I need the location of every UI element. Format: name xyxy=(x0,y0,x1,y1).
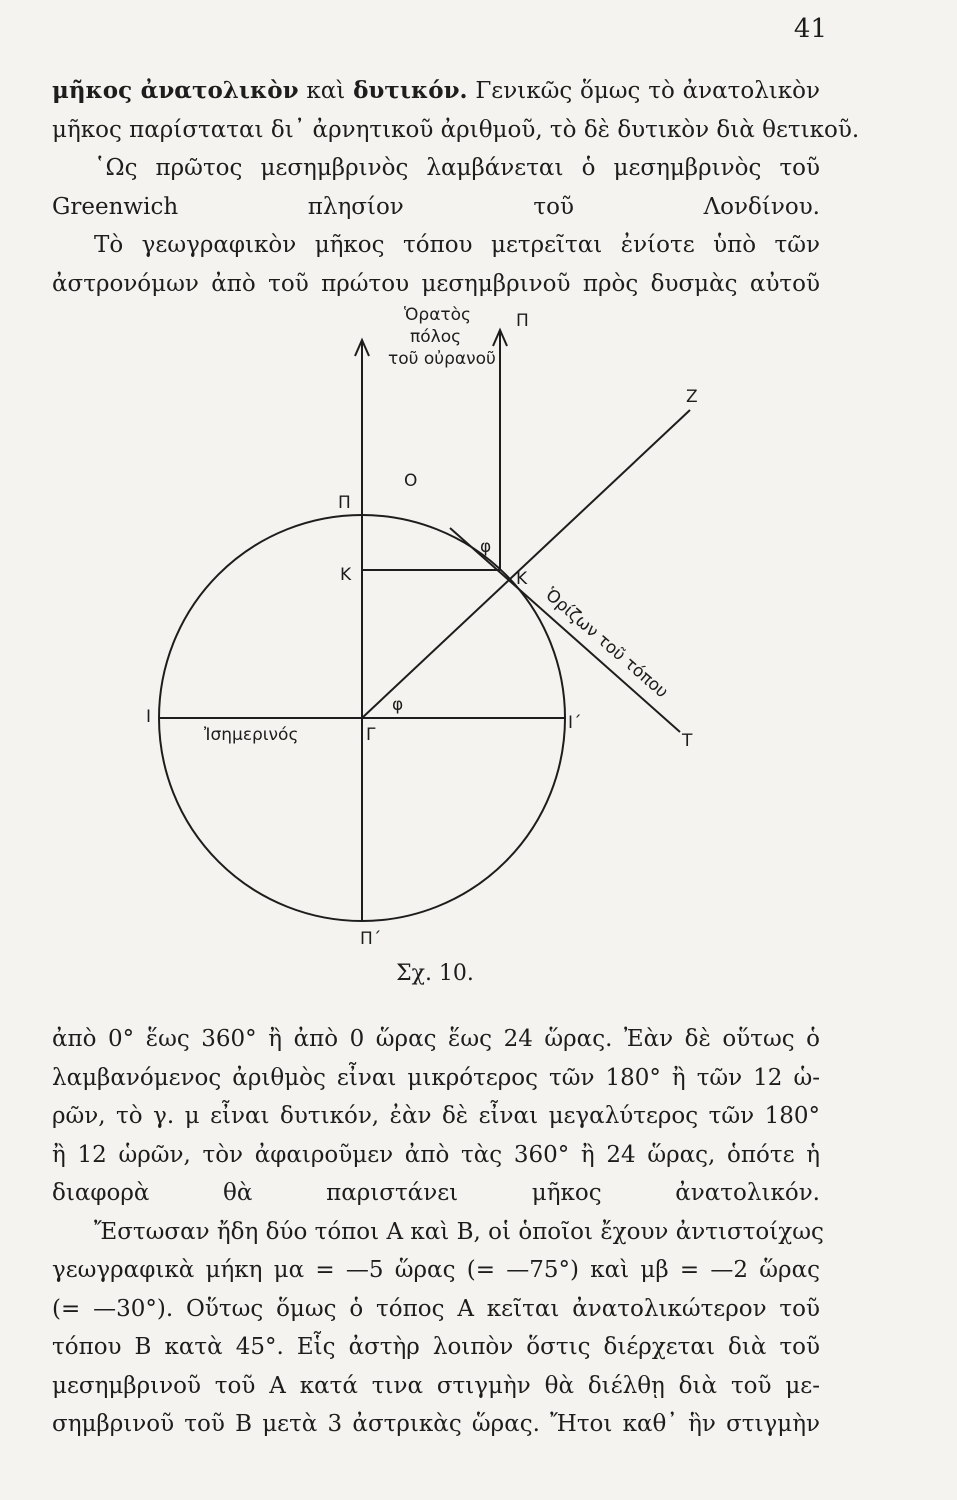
text-line: μῆκος παρίσταται δι᾽ ἀρνητικοῦ ἀριθμοῦ, τὸ δὲ δυτικὸν διὰ θετικοῦ. xyxy=(52,116,860,143)
label-pole-line1: Ὁρατὸς xyxy=(404,305,472,325)
text-fragment: Γενικῶς ὅμως τὸ ἀνατολικὸν xyxy=(467,78,820,104)
bold-term: δυτικόν. xyxy=(353,77,468,104)
text-fragment: καὶ xyxy=(298,78,354,104)
label-pole-line3: τοῦ οὐρανοῦ xyxy=(388,349,496,369)
text-line: ἀστρονόμων ἀπὸ τοῦ πρώτου μεσημβρινοῦ πρὸς δυσμὰς αὐτοῦ xyxy=(52,270,820,297)
text-line: διαφορὰ θὰ παριστάνει μῆκος ἀνατολικόν. xyxy=(52,1180,820,1206)
label-P-prime: Π΄ xyxy=(360,929,382,949)
label-P-top: Π xyxy=(516,311,529,331)
text-line: ἀπὸ 0° ἕως 360° ἢ ἀπὸ 0 ὥρας ἕως 24 ὥρας. Ἐὰν δὲ οὕτως ὁ xyxy=(52,1026,820,1052)
text-line: μεσημβρινοῦ τοῦ Α κατά τινα στιγμὴν θὰ διέλθῃ διὰ τοῦ με- xyxy=(52,1372,820,1399)
text-line: ῾Ως πρῶτος μεσημβρινὸς λαμβάνεται ὁ μεσημβρινὸς τοῦ xyxy=(94,155,820,181)
text-line: λαμβανόμενος ἀριθμὸς εἶναι μικρότερος τῶν 180° ἢ τῶν 12 ὡ- xyxy=(52,1064,820,1091)
text-line: σημβρινοῦ τοῦ Β μετὰ 3 ἀστρικὰς ὥρας. Ἤτοι καθ᾽ ἣν στιγμὴν xyxy=(52,1411,820,1437)
label-T: Τ xyxy=(682,731,693,751)
text-line: γεωγραφικὰ μήκη μα = —5 ὥρας (= —75°) καὶ μβ = —2 ὥρας xyxy=(52,1257,820,1283)
label-G: Γ xyxy=(366,725,376,745)
text-line: ρῶν, τὸ γ. μ εἶναι δυτικόν, ἐὰν δὲ εἶναι μεγαλύτερος τῶν 180° xyxy=(52,1103,820,1129)
label-I: Ι xyxy=(146,707,152,727)
page-number: 41 xyxy=(793,14,827,44)
label-phi-center: φ xyxy=(392,695,404,715)
label-I-prime: Ι΄ xyxy=(568,713,582,733)
bold-term: μῆκος ἀνατολικὸν xyxy=(52,77,299,104)
text-line: Greenwich πλησίον τοῦ Λονδίνου. xyxy=(52,193,820,220)
label-pole-line2: πόλος xyxy=(410,327,462,347)
figure-caption: Σχ. 10. xyxy=(396,961,474,986)
label-Z: Ζ xyxy=(686,387,698,407)
label-horizon: Ὁρίζων τοῦ τόπου xyxy=(540,584,672,703)
label-equator: Ἰσημερινός xyxy=(204,725,299,745)
label-K: Κ xyxy=(340,565,352,585)
label-K-point: Κ xyxy=(516,569,528,589)
label-P: Π xyxy=(338,493,351,513)
label-phi-top: φ xyxy=(480,537,492,557)
text-line: τόπου Β κατὰ 45°. Εἷς ἀστὴρ λοιπὸν ὅστις διέρχεται διὰ τοῦ xyxy=(52,1334,820,1360)
text-line: (= —30°). Οὕτως ὅμως ὁ τόπος Α κεῖται ἀνατολικώτερον τοῦ xyxy=(52,1295,820,1322)
text-line: Τὸ γεωγραφικὸν μῆκος τόπου μετρεῖται ἐνίοτε ὑπὸ τῶν xyxy=(94,232,820,258)
bottom-paragraph xyxy=(52,1020,824,1444)
text-line: Ἔστωσαν ἤδη δύο τόποι Α καὶ Β, οἱ ὁποῖοι ἔχουν ἀντιστοίχως xyxy=(94,1218,824,1245)
text-line: ἢ 12 ὡρῶν, τὸν ἀφαιροῦμεν ἀπὸ τὰς 360° ἢ 24 ὥρας, ὁπότε ἡ xyxy=(52,1141,820,1168)
label-O: Ο xyxy=(404,471,418,491)
